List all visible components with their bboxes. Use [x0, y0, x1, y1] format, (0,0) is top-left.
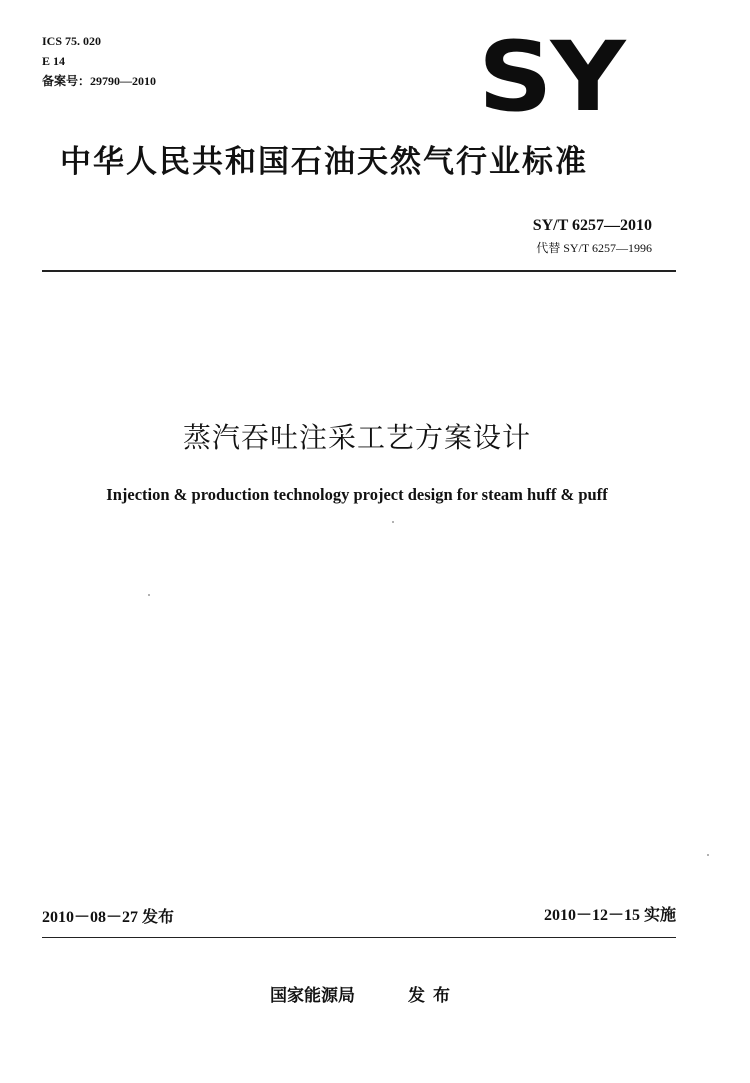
issue-action: 发布 [408, 986, 458, 1006]
standard-number: SY/T 6257—2010 [532, 217, 652, 234]
scan-speck [148, 594, 150, 596]
replaced-standard: 代替 SY/T 6257—1996 [536, 241, 652, 255]
classification-code: E 14 [42, 54, 66, 68]
top-divider [42, 270, 676, 272]
scan-speck [707, 854, 709, 856]
sy-logo: SY [478, 21, 624, 133]
record-number: 备案号：29790—2010 [42, 74, 157, 88]
issuing-authority: 国家能源局 [270, 986, 355, 1006]
bottom-divider [42, 937, 676, 938]
ics-code: ICS 75. 020 [42, 34, 102, 48]
industry-standard-title: 中华人民共和国石油天然气行业标准 [60, 144, 588, 180]
document-title-chinese: 蒸汽吞吐注采工艺方案设计 [182, 421, 531, 454]
scan-speck [392, 521, 394, 523]
issue-date: 2010－08－27 发布 [42, 909, 175, 926]
document-title-english: Injection & production technology project design for steam huff & puff [106, 485, 608, 504]
implementation-date: 2010－12－15 实施 [543, 907, 676, 924]
